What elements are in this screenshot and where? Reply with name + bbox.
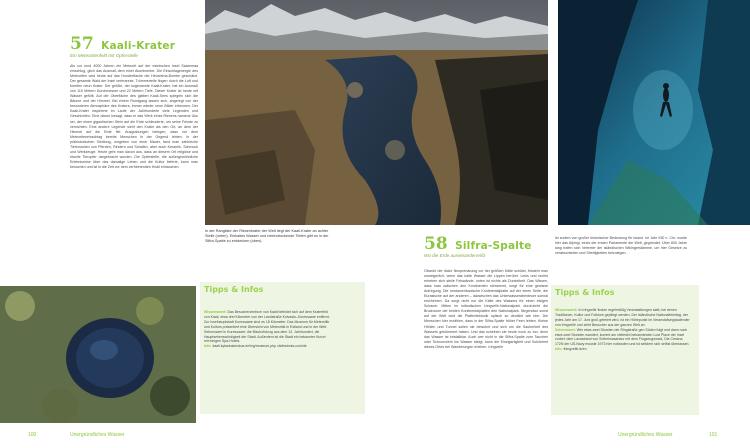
article-number: 58 xyxy=(424,234,448,254)
kaali-crater-photo xyxy=(0,286,196,423)
tips-paragraph: Wissenswert: In Þingvellir finden regelmäßig Veranstaltungen statt, bei denen Traditionen, Kultur und Folklore gepflegt werden. Der isländische Nationalfeiertag, der jedes Jahr am 17. Juni groß gefeiert wird, ist ein Höhepunkt im Veranstaltungskalender von Þingvellir und zieht Besucher aus der ganzen Welt an. xyxy=(555,308,690,327)
article-number: 57 xyxy=(70,34,94,54)
body-paragraph: ist zudem von großer historischer Bedeutung für Island. Im Jahr 930 n. Chr. wurde hier das Alþingi, eines der ersten Parlamente der Welt, gegründet. Über 800 Jahre lang trafen sich Vertreter der isländischen Wikingerstämme, um hier Gesetze zu verabschieden und Streitigkeiten beizulegen. xyxy=(555,236,687,256)
right-page xyxy=(375,0,750,448)
footer-page-number: 100 xyxy=(28,432,37,438)
tips-paragraph: Info: kaali.kylastuskeskus.ee/ing/museum.php visitestonia.com/de xyxy=(204,344,307,349)
footer-section-title: Unergründliches Wasser xyxy=(618,432,673,438)
article-body-col2 xyxy=(555,236,687,256)
article-subtitle: Wo die Erde auseinanderreißt xyxy=(424,253,486,258)
tips-paragraph: Wissenswert: Das Besucherzentrum von Kaali befindet sich auf dem Kraterfeld von Kaali, etwa drei Kilometer von der Landstraße Kuivastu–Kuressaare entfernt. Zur Inselhauptstadt Kuressaare sind es 18 Kilometer. Das Museum für Meteoritik und Kulturs präsentiert eine Übersicht von Meteoritik in Estland und in der Welt. Sehenswert in Kuressaare: die Bischofsburg aus dem 13. Jahrhundert, die Hauptsehenswürdigkeit der Stadt. Außerdem ist die Stadt ein bekannter Kurort mit einigen Spa-Hotels. xyxy=(204,310,330,344)
tips-box-57 xyxy=(200,282,365,414)
article-header-58 xyxy=(424,234,564,258)
article-title: Kaali-Krater xyxy=(101,40,176,52)
body-paragraph: Als vor rund 4000 Jahren ein Meteorit auf der estnischen Insel Saaremaa einschlug, glich das Ausmaß dem einer Atombombe. Die Einschlagenergie des Meteoriten wird heute auf das Hundertfache der Hiroshima-Bombe geschätzt. Der gesamte Wald der Insel verbrannte, Trümmerteile flogen durch die Luft und formten neun Krater. Der größte, der sogenannte Kaali-Krater, hat ein Ausmaß von 110 Metern Durchmesser und 22 Metern Tiefe. Dieser Krater ist heute mit Wasser gefüllt. Auf der Oberfläche des glatten Kaali-Sees spiegeln sich die Bäume und der Himmel. Bei einem Rundgang lassen sich, angeregt von der besonderen Atmosphäre des Kraters, immer wieder neue Bilder erkennen. Der Kaali-Krater inspirierte im Laufe der Jahrhunderte viele Legenden und Geschichten. Eine davon besagt, dass er das Werk eines Riesens namens Uku sei, der einen gigantischen Stein auf die Erde schleuderte, um seine Feinde zu vernichten. Eine andere Legende sieht den Krater als den Ort, an dem der Himmel auf die Erde fiel. Ausgrabungen belegen, dass vor dem Meteoriteneinschlag bereits Menschen in der Gegend lebten. In der prähistorischen Siedlung, umgeben von einer Mauer, fand man zahlreiche Tierknochen von Pferden, Rindern und Schafen, aber auch Keramik, Schmuck und Werkzeuge. Heute geht man davon aus, dass an diesem Ort religiöse und rituelle Tieropfer dargebracht wurden. Die Opferstelle, die außergewöhnliche Erlebnisreise über das damalige Leben und die Kultur lieferte, kann man besuchen und ist in die Zeit vor dem verheerenden Knall eintauchen. xyxy=(70,64,198,169)
diver-photo xyxy=(558,0,750,225)
article-title: Silfra-Spalte xyxy=(455,240,532,252)
article-body-col1 xyxy=(424,269,548,350)
tips-content xyxy=(204,310,331,349)
tips-heading: Tipps & Infos xyxy=(204,285,264,294)
footer-page-number: 101 xyxy=(709,432,718,438)
photo-caption: In der Rangliste der Riesenkrater der Welt liegt der Kaali-Krater an achter Stelle (unten). Einkaltes Wasser und beeindruckende Tiefen gibt es in der Silfra-Spalte zu entdecken (oben). xyxy=(205,229,329,244)
tips-paragraph: Sehenswert: Wer etwa zwei Stunden der Ringstraße gen Süden folgt und dann noch etwa zwei Stunden wandert, kommt am vielleicht bekanntesten Lost Place der Insel vorbei: dem Lavastrand von Sólheimasandur mit dem Flugzeugwrack, Die Cessna 172N der US-Navy musste 1973 hier notlanden und ist seitdem sich selbst überlassen. xyxy=(555,327,690,347)
article-body xyxy=(70,64,198,170)
tips-content xyxy=(555,308,691,352)
tips-heading: Tipps & Infos xyxy=(555,288,615,297)
article-header-57 xyxy=(70,34,200,58)
footer-section-title: Unergründliches Wasser xyxy=(70,432,125,438)
tips-paragraph: Info: thingvellir.is/en xyxy=(555,347,587,352)
body-paragraph: Obwohl der dicke Neoprenanzug vor der größten Kälte schützt, frösteln man unweigerlich, wenn das kalte Wasser die Lippen berührt. Links und rechts erheben sich steile Felswände, unten ist nichts als Dunkelheit. Das Wissen, dass man zwischen den Kontinenten schwimmt, sorgt für eine gewisse Aufregung. Die nordamerikanische Kontinentalplatte auf der einen Seite, die Eurasische auf der anderen – dazwischen das Unterwasserabenteuer sonnal erscheinen. Da sorgt nicht nur die Kälte des Wassers für einen eisigen Schauer. Mitten im isländischen Þingvellir-Nationalpark durchzieht die Bruchzone der beiden Kontinentalplatten den Nationalpark. Nirgendwo sonst auf der Welt wird die Plattentektonik optisch so deutlich wie hier. Die Menschen hier erzählen, dass in der Silfra-Spalte früher Feen lebten. Kleine Höhlen und Tunnel sollen sie bewohnt und sich um die Sauberkeit des Wassers gekümmert haben. Und das scheinen sie heute noch zu tun, denn das Wasser ist kristallklar. Auch wer nicht in die Silfra-Spalte zum Tauchen oder Schnorcheln ins Wasser steigt, kann die Einzigartigkeit und Schönheit dieses Ortes bei Wanderungen erleben. Þingvellir xyxy=(424,269,548,349)
tips-box-58 xyxy=(551,285,699,415)
article-subtitle: Ein Meteoritenfeld mit Opferstelle xyxy=(70,53,138,58)
